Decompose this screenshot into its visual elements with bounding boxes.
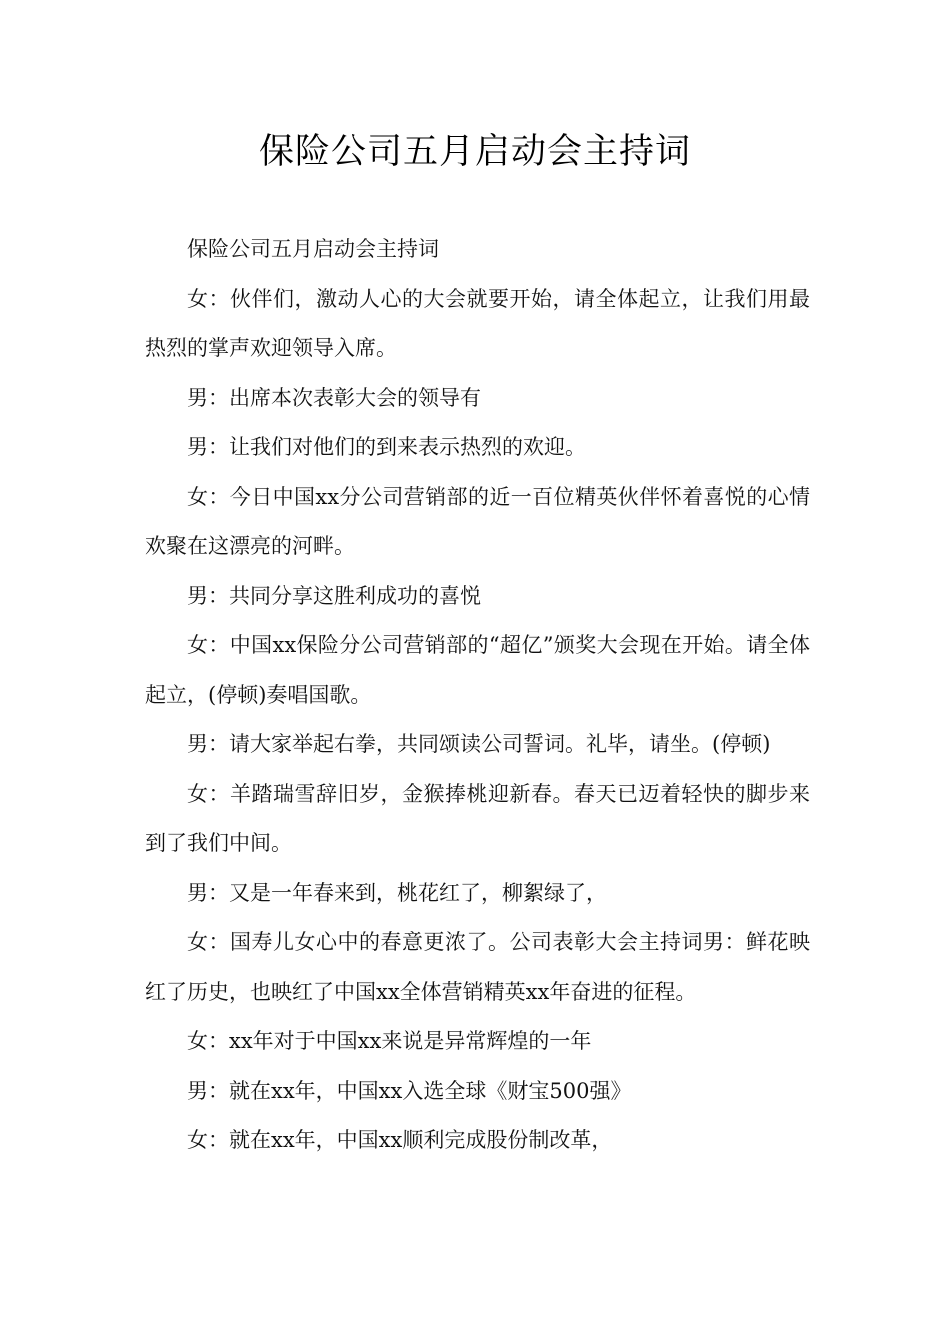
paragraph: 男：请大家举起右拳，共同颂读公司誓词。礼毕，请坐。(停顿) <box>187 732 771 756</box>
paragraph: 女：国寿儿女心中的春意更浓了。公司表彰大会主持词男：鲜花映红了历史，也映红了中国xx全体营销精英xx年奋进的征程。 <box>145 930 810 1004</box>
paragraph: 女：伙伴们，激动人心的大会就要开始，请全体起立，让我们用最热烈的掌声欢迎领导入席。 <box>145 286 810 360</box>
paragraph: 女：中国xx保险分公司营销部的“超亿”颁奖大会现在开始。请全体起立，(停顿)奏唱国歌。 <box>145 633 810 707</box>
paragraph: 男：出席本次表彰大会的领导有 <box>187 385 481 410</box>
document-body <box>145 225 810 1166</box>
paragraph: 女：羊踏瑞雪辞旧岁，金猴捧桃迎新春。春天已迈着轻快的脚步来到了我们中间。 <box>145 781 810 855</box>
paragraph: 男：就在xx年，中国xx入选全球《财宝500强》 <box>187 1078 632 1103</box>
paragraph-subtitle: 保险公司五月启动会主持词 <box>187 237 439 261</box>
paragraph: 女：xx年对于中国xx来说是异常辉煌的一年 <box>187 1029 592 1053</box>
paragraph: 男：让我们对他们的到来表示热烈的欢迎。 <box>187 435 586 459</box>
paragraph: 男：共同分享这胜利成功的喜悦 <box>187 583 481 608</box>
paragraph: 女：今日中国xx分公司营销部的近一百位精英伙伴怀着喜悦的心情欢聚在这漂亮的河畔。 <box>145 484 810 558</box>
paragraph: 男：又是一年春来到，桃花红了，柳絮绿了， <box>187 880 607 905</box>
document-title: 保险公司五月启动会主持词 <box>258 132 691 172</box>
paragraph: 女：就在xx年，中国xx顺利完成股份制改革， <box>187 1128 613 1152</box>
